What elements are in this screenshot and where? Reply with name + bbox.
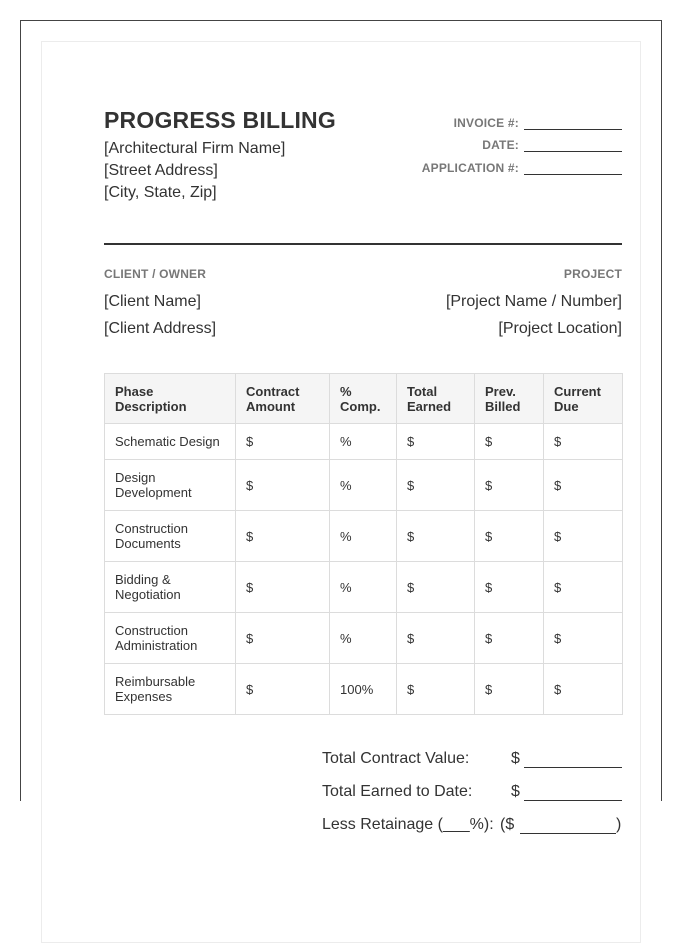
- billing-table: [104, 373, 623, 715]
- table-row: [105, 460, 623, 511]
- percent-complete-cell[interactable]: %: [330, 613, 397, 664]
- table-row: [105, 664, 623, 715]
- client-label: CLIENT / OWNER: [104, 267, 207, 281]
- total-earned-cell[interactable]: $: [397, 460, 475, 511]
- prev-billed-cell[interactable]: $: [475, 424, 544, 460]
- project-location: [Project Location]: [498, 320, 622, 337]
- contract-amount-cell[interactable]: $: [236, 562, 330, 613]
- invoice-meta: [422, 107, 622, 175]
- total-contract-value-blank[interactable]: [524, 750, 622, 768]
- total-earned-cell[interactable]: $: [397, 562, 475, 613]
- client-name: [Client Name]: [104, 293, 201, 310]
- total-earned-cell[interactable]: $: [397, 664, 475, 715]
- firm-info: [104, 138, 285, 204]
- current-due-cell[interactable]: $: [544, 562, 623, 613]
- table-row: [105, 511, 623, 562]
- prev-billed-cell[interactable]: $: [475, 460, 544, 511]
- date-label: DATE:: [482, 138, 519, 152]
- retainage-row: [322, 801, 622, 834]
- contract-amount-cell[interactable]: $: [236, 460, 330, 511]
- percent-complete-cell[interactable]: %: [330, 460, 397, 511]
- firm-name: [Architectural Firm Name]: [104, 140, 286, 157]
- prev-billed-cell[interactable]: $: [475, 664, 544, 715]
- percent-complete-cell[interactable]: %: [330, 424, 397, 460]
- project-name: [Project Name / Number]: [445, 293, 622, 310]
- firm-city: [City, State, Zip]: [104, 184, 217, 201]
- date-row: [422, 130, 622, 153]
- client-address: [Client Address]: [104, 320, 217, 337]
- contract-amount-cell[interactable]: $: [236, 511, 330, 562]
- project-label: PROJECT: [563, 267, 622, 281]
- col-header-current-due: Current Due: [544, 374, 623, 424]
- retainage-open-paren: ($: [500, 816, 515, 833]
- total-earned-label: Total Earned to Date:: [322, 783, 473, 800]
- total-contract-value-row: [322, 735, 622, 768]
- current-due-cell[interactable]: $: [544, 511, 623, 562]
- total-contract-value-label: Total Contract Value:: [322, 750, 470, 767]
- current-due-cell[interactable]: $: [544, 460, 623, 511]
- header-divider: [104, 243, 622, 245]
- document-page: [41, 41, 641, 943]
- table-row: [105, 562, 623, 613]
- project-block: [446, 267, 622, 339]
- application-number-label: APPLICATION #:: [421, 160, 519, 175]
- phase-cell: Bidding & Negotiation: [105, 562, 236, 613]
- percent-complete-cell[interactable]: %: [330, 562, 397, 613]
- invoice-number-row: [422, 107, 622, 130]
- document-title: PROGRESS BILLING: [104, 107, 336, 133]
- retainage-label: Less Retainage (___%):: [322, 816, 494, 833]
- phase-cell: Construction Documents: [105, 511, 236, 562]
- table-header-row: [105, 374, 623, 424]
- current-due-cell[interactable]: $: [544, 424, 623, 460]
- col-header-phase: Phase Description: [105, 374, 236, 424]
- current-due-cell[interactable]: $: [544, 613, 623, 664]
- currency-symbol: $: [511, 783, 520, 800]
- application-number-row: [422, 152, 622, 175]
- total-earned-cell[interactable]: $: [397, 613, 475, 664]
- total-earned-blank[interactable]: [524, 783, 622, 801]
- phase-cell: Construction Administration: [105, 613, 236, 664]
- total-earned-cell[interactable]: $: [397, 424, 475, 460]
- invoice-number-blank: [524, 115, 622, 130]
- percent-complete-cell[interactable]: 100%: [330, 664, 397, 715]
- currency-symbol: $: [511, 750, 520, 767]
- total-earned-cell[interactable]: $: [397, 511, 475, 562]
- col-header-contract-amount: Contract Amount: [236, 374, 330, 424]
- document-viewport[interactable]: [20, 20, 662, 833]
- col-header-prev-billed: Prev. Billed: [475, 374, 544, 424]
- retainage-blank[interactable]: [520, 816, 616, 834]
- prev-billed-cell[interactable]: $: [475, 562, 544, 613]
- contract-amount-cell[interactable]: $: [236, 424, 330, 460]
- table-row: [105, 424, 623, 460]
- phase-cell: Reimbursable Expenses: [105, 664, 236, 715]
- client-block: [104, 267, 216, 339]
- retainage-close-paren: ): [616, 816, 622, 833]
- contract-amount-cell[interactable]: $: [236, 613, 330, 664]
- invoice-number-label: INVOICE #:: [453, 115, 519, 130]
- firm-street: [Street Address]: [104, 162, 218, 179]
- phase-cell: Design Development: [105, 460, 236, 511]
- application-number-blank: [524, 160, 622, 175]
- contract-amount-cell[interactable]: $: [236, 664, 330, 715]
- phase-cell: Schematic Design: [105, 424, 236, 460]
- prev-billed-cell[interactable]: $: [475, 511, 544, 562]
- total-earned-row: [322, 768, 622, 801]
- totals-block: [322, 735, 622, 834]
- current-due-cell[interactable]: $: [544, 664, 623, 715]
- col-header-total-earned: Total Earned: [397, 374, 475, 424]
- col-header-percent-complete: % Comp.: [330, 374, 397, 424]
- table-row: [105, 613, 623, 664]
- percent-complete-cell[interactable]: %: [330, 511, 397, 562]
- prev-billed-cell[interactable]: $: [475, 613, 544, 664]
- date-blank: [524, 137, 622, 152]
- billing-table-wrap: [104, 373, 622, 715]
